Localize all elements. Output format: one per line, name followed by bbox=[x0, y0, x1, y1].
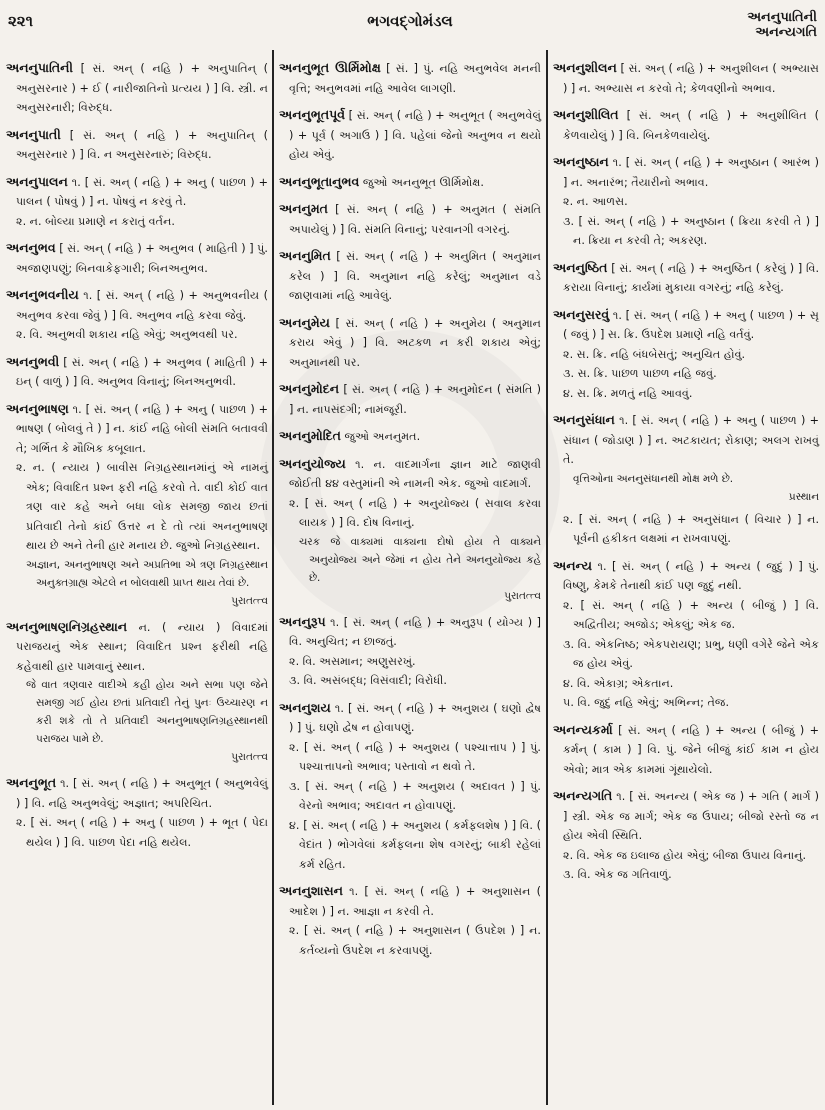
citation-source: પુરાતત્ત્વ bbox=[231, 751, 268, 763]
dictionary-entry bbox=[279, 58, 541, 98]
book-title: ભગવદ્ગોમંડલ bbox=[367, 12, 453, 30]
entry-definition: ૧. [ સં. અન્ ( નહિ ) + અનુભૂત ( અનુભવેલું ) ] વિ. નહિ અનુભવેલું; અજ્ઞાત; અપરિચિત. bbox=[16, 777, 268, 810]
entry-headword: અનન્યગતિ bbox=[553, 788, 613, 803]
entry-headword: અનનુરૂપ bbox=[279, 613, 326, 629]
entry-headword: અનનુયોજ્ય bbox=[279, 455, 346, 471]
page-header bbox=[0, 6, 825, 46]
guide-words bbox=[747, 10, 817, 40]
dictionary-entry bbox=[553, 410, 819, 549]
dictionary-entry bbox=[279, 881, 541, 960]
entry-headword: અનનુભાષણનિગ્રહસ્થાન bbox=[6, 618, 128, 634]
entry-definition: ૧. [ સં. અન્ ( નહિ ) + અનુરૂપ ( યોગ્ય ) ] વિ. અનુચિત; ન છાજતું. bbox=[289, 615, 541, 648]
dictionary-entry bbox=[6, 238, 268, 278]
dictionary-entry bbox=[6, 352, 268, 392]
entry-headword: અનનુમિત bbox=[279, 248, 331, 263]
entry-definition: ૧. [ સં. અન્ ( નહિ ) + અનુશાસન ( આદેશ ) ] ન. આજ્ઞા ન કરવી તે. bbox=[289, 885, 541, 918]
dictionary-entry bbox=[279, 698, 541, 875]
entry-headword: અનનુષ્ઠિત bbox=[553, 259, 608, 275]
entry-headword: અનનુપાતિની bbox=[6, 60, 73, 75]
entry-headword: અનનુભવનીય bbox=[6, 287, 79, 302]
entry-headword: અનનુમોદન bbox=[279, 381, 340, 396]
entry-sense: ૨. વિ. અસમાન; અણુસરખું. bbox=[289, 654, 416, 668]
dictionary-entry bbox=[6, 399, 268, 610]
entry-headword: અનન્ય bbox=[553, 557, 593, 573]
entry-citation bbox=[289, 533, 541, 605]
column-divider bbox=[546, 50, 548, 1105]
entry-definition: [ સં. ] પું. નહિ અનુભવેલ મનની વૃત્તિ; અનુભવમાં નહિ આવેલ લાગણી. bbox=[289, 62, 541, 95]
dictionary-entry bbox=[279, 454, 541, 605]
entry-definition: ૧. [ સં. અનન્ય ( એક જ ) + ગતિ ( માર્ગ ) ] સ્ત્રી. એક જ માર્ગ; એક જ ઉપાય; બીજો રસ્તો જ ન હોય એવી સ્થિતિ. bbox=[563, 790, 819, 842]
entry-definition: [ સં. અન્ ( નહિ ) + અનુષ્ઠિત ( કરેલું ) ] વિ. કરાયા વિનાનું; કાર્યમાં મુકાયા વગરનું; નહિ કરેલું. bbox=[563, 261, 820, 294]
guide-word-first: અનનુપાતિની bbox=[747, 10, 817, 25]
entry-sense: ૨. વિ. એક જ ઇલાજ હોય એવું; બીજા ઉપાય વિનાનું. bbox=[563, 848, 806, 862]
dictionary-entry bbox=[279, 379, 541, 419]
dictionary-entry bbox=[6, 617, 268, 767]
citation-source: પ્રસ્થાન bbox=[788, 490, 819, 503]
entry-definition: [ સં. અન્ ( નહિ ) + અનુભૂત ( અનુભવેલું ) + પૂર્વ ( અગાઉ ) ] વિ. પહેલાં જેનો અનુભવ ન થયો હોય એવું. bbox=[289, 109, 541, 161]
dictionary-entry bbox=[6, 285, 268, 345]
citation-text: વૃત્તિઓના અનનુસંધાનથી મોક્ષ મળે છે. bbox=[573, 472, 734, 485]
entry-headword: અનન્યકર્મા bbox=[553, 721, 613, 737]
dictionary-entry bbox=[6, 172, 268, 232]
entry-definition: [ સં. અન્ ( નહિ ) + અનુમિત ( અનુમાન કરેલ ) ] વિ. અનુમાન નહિ કરેલું; અનુમાન વડે જાણવામાં નહિ આવેલું. bbox=[289, 250, 541, 302]
dictionary-entry bbox=[279, 612, 541, 691]
entry-definition: ૧. [ સં. અન્ ( નહિ ) + અનુષ્ઠાન ( આરંભ ) ] ન. અનારંભ; તૈયારીનો અભાવ. bbox=[563, 156, 819, 189]
entry-sense: ૨. [ સં. અન્ ( નહિ ) + અનુશય ( પશ્ચાત્તાપ ) ] પું. પશ્ચાત્તાપનો અભાવ; પસ્તાવો ન થવો તે. bbox=[289, 740, 541, 773]
dictionary-entry bbox=[279, 313, 541, 373]
dictionary-entry bbox=[553, 556, 819, 713]
column-1 bbox=[6, 58, 268, 859]
entry-headword: અનનુપાતી bbox=[6, 126, 61, 142]
entry-sense: ૨. ન. ( ન્યાય ) બાવીસ નિગ્રહસ્થાનમાંનું એ નામનું એક; વિવાદિત પ્રશ્ન ફરી નહિ કરવો તે. વાદી કોઈ વાત ત્રણ વાર કહે અને બધા લોક સમજી જાય છતાં પ્રતિવાદી તેનો કાંઈ ઉત્તર ન દે તો ત્યાં અનનુભાષણ થાય છે અને તેની હાર મનાય છે. જુઓ નિગ્રહસ્થાન. bbox=[16, 461, 268, 552]
entry-definition: [ સં. અન્ ( નહિ ) + અનુમત ( સંમતિ અપાયેલું ) ] વિ. સંમતિ વિનાનું; પરવાનગી વગરનું. bbox=[289, 203, 541, 236]
entry-definition: [ સં. અન્ ( નહિ ) + અનુપાતિન્ ( અનુસરનાર ) + ઈ ( નારીજાતિનો પ્રત્યય ) ] વિ. સ્ત્રી. ન અનુસરનારી; વિરુદ્ધ. bbox=[16, 62, 268, 114]
entry-sense: ૨. [ સં. અન્ ( નહિ ) + અનુયોજ્ય ( સવાલ કરવા લાયક ) ] વિ. દોષ વિનાનું. bbox=[289, 496, 541, 529]
entry-sense: ૨. સ. ક્રિ. નહિ બંધબેસતું; અનુચિત હોવું. bbox=[563, 347, 746, 361]
entry-headword: અનનુમેય bbox=[279, 314, 330, 330]
entry-sense: ૪. વિ. એકાગ્ર; એકતાન. bbox=[563, 676, 674, 690]
page-number: ૨૨૧ bbox=[8, 12, 33, 30]
entry-headword: અનનુભૂત ઊર્મિમોક્ષ bbox=[279, 60, 381, 75]
dictionary-entry bbox=[6, 58, 268, 118]
dictionary-entry bbox=[553, 258, 819, 298]
entry-definition: ૧. [ સં. અન્ ( નહિ ) + અનુ ( પાછળ ) + ભાષણ ( બોલવું તે ) ] ન. કાંઈ નહિ બોલી સંમતિ બતાવવી તે; ગર્ભિત કે મૌખિક કબૂલાત. bbox=[16, 402, 268, 455]
entry-definition: ૧. [ સં. અન્ ( નહિ ) + અન્ય ( જુદું ) ] પું. વિષ્ણુ, કેમકે તેનાથી કાંઈ પણ જુદું નથી. bbox=[563, 559, 819, 592]
dictionary-entry bbox=[553, 105, 819, 145]
dictionary-entry bbox=[6, 773, 268, 852]
dictionary-entry bbox=[279, 199, 541, 239]
column-3 bbox=[553, 58, 819, 892]
entry-headword: અનનુપાલન bbox=[6, 173, 68, 189]
entry-definition: [ સં. અન્ ( નહિ ) + અનુભવ ( માહિતી ) ] પું. અજાણપણું; બિનવાકેફગારી; બિનઅનુભવ. bbox=[16, 242, 268, 275]
entry-definition: [ સં. અન્ ( નહિ ) + અનુપાતિન્ ( અનુસરનાર ) ] વિ. ન અનુસરનારું; વિરુદ્ધ. bbox=[16, 128, 269, 161]
citation-text: ચરક જે વાક્યમાં વાક્યના દોષો હોય તે વાક્યને અનુયોજ્ય અને જેમાં ન હોય તેને અનનુયોજ્ય કહે છે. bbox=[299, 535, 541, 584]
entry-sense: ૨. [ સં. અન્ ( નહિ ) + અનુ ( પાછળ ) + ભૂત ( પેદા થયેલ ) ] વિ. પાછળ પેદા નહિ થયેલ. bbox=[16, 816, 268, 849]
dictionary-entry bbox=[553, 152, 819, 251]
entry-headword: અનનુશય bbox=[279, 699, 331, 715]
entry-headword: અનનુભૂત bbox=[6, 775, 57, 790]
entry-sense: ૩. વિ. અસંબદ્ધ; વિસંવાદી; વિરોધી. bbox=[289, 674, 447, 687]
entry-sense: ૩. સ. ક્રિ. પાછળ પાછળ નહિ જવું. bbox=[563, 367, 717, 380]
entry-definition: ન. ( ન્યાય ) વિવાદમાં પરાજયનું એક સ્થાન; વિવાદિત પ્રશ્ન ફરીથી નહિ કહેવાથી હાર પામવાનું સ્થાન. bbox=[16, 620, 268, 673]
entry-sense: ૨. [ સં. અન્ ( નહિ ) + અન્ય ( બીજું ) ] વિ. અદ્વિતીય; અજોડ; એકલું; એક જ. bbox=[563, 598, 819, 631]
entry-sense: ૨. ન. આળસ. bbox=[563, 195, 628, 208]
entry-sense: ૩. [ સં. અન્ ( નહિ ) + અનુષ્ઠાન ( ક્રિયા કરવી તે ) ] ન. ક્રિયા ન કરવી તે; અકરણ. bbox=[563, 214, 819, 247]
citation-text: જે વાત ત્રણવાર વાદીએ કહી હોય અને સભા પણ જેને સમજી ગઈ હોય છતાં પ્રતિવાદી તેનું પુનઃ ઉચ્ચારણ ન કરી શકે તો તે પ્રતિવાદી અનનુભાષણનિગ્રહસ્થાનથી પરાજય પામે છે. bbox=[26, 679, 268, 745]
entry-sense: ૨. ન. બોલ્યા પ્રમાણે ન કરાતું વર્તન. bbox=[16, 214, 175, 228]
entry-citation bbox=[563, 470, 819, 506]
entry-headword: અનનુશીલન bbox=[553, 60, 617, 75]
entry-sense: ૩. [ સં. અન્ ( નહિ ) + અનુશય ( અદાવત ) ] પું. વેરનો અભાવ; અદાવત ન હોવાપણું. bbox=[289, 779, 541, 812]
entry-headword: અનનુશીલિત bbox=[553, 107, 619, 122]
entry-sense: ૫. વિ. જુદું નહિ એવું; અભિન્ન; તેજ. bbox=[563, 696, 730, 709]
entry-definition: [ સં. અન્ ( નહિ ) + અનુમોદન ( સંમતિ ) ] ન. નાપસંદગી; નામંજૂરી. bbox=[289, 383, 541, 416]
entry-headword: અનનુસરવું bbox=[553, 306, 610, 322]
dictionary-entry bbox=[279, 105, 541, 165]
citation-source: પુરાતત્ત્વ bbox=[504, 589, 541, 602]
dictionary-entry bbox=[553, 305, 819, 404]
citation-source: પુરાતત્ત્વ bbox=[231, 594, 268, 607]
entry-definition: [ સં. અન્ ( નહિ ) + અનુશીલન ( અભ્યાસ ) ] ન. અભ્યાસ ન કરવો તે; કેળવણીનો અભાવ. bbox=[563, 62, 819, 95]
entry-headword: અનનુભવ bbox=[6, 240, 56, 255]
entry-headword: અનનુમત bbox=[279, 201, 328, 216]
entry-definition: ૧. [ સં. અન્ ( નહિ ) + અનુશય ( ઘણો દ્વેષ ) ] પું. ઘણો દ્વેષ ન હોવાપણું. bbox=[289, 701, 541, 734]
entry-citation bbox=[16, 676, 268, 766]
entry-definition: ૧. ન. વાદમાર્ગના જ્ઞાન માટે જાણવી જોઈતી ૪૪ વસ્તુમાંની એ નામની એક. જુઓ વાદમાર્ગ. bbox=[289, 457, 541, 490]
dictionary-entry bbox=[279, 172, 541, 193]
guide-word-last: અનન્યગતિ bbox=[755, 25, 817, 40]
entry-definition: ૧. [ સં. અન્ ( નહિ ) + અનુ ( પાછળ ) + પાલન ( પોષવું ) ] ન. પોષવું ન કરવું તે. bbox=[16, 175, 268, 208]
entry-definition: [ સં. અન્ ( નહિ ) + અનુભવ ( માહિતી ) + ઇન્ ( વાળું ) ] વિ. અનુભવ વિનાનું; બિનઅનુભવી. bbox=[16, 355, 268, 388]
dictionary-entry bbox=[279, 426, 541, 447]
entry-headword: અનનુસંધાન bbox=[553, 412, 615, 427]
column-divider bbox=[272, 50, 274, 1105]
dictionary-entry bbox=[279, 246, 541, 306]
dictionary-entry bbox=[553, 786, 819, 885]
columns-container bbox=[0, 50, 825, 1110]
entry-definition: ૧. [ સં. અન્ ( નહિ ) + અનુભવનીય ( અનુભવ કરવા જેવું ) ] વિ. અનુભવ નહિ કરવા જેવું. bbox=[16, 289, 268, 322]
entry-definition: [ સં. અન્ ( નહિ ) + અનુમેય ( અનુમાન કરાય એવું ) ] વિ. અટકળ ન કરી શકાય એવું; અનુમાનથી પર. bbox=[289, 316, 541, 369]
entry-sense: ૪. સ. ક્રિ. મળતું નહિ આવવું. bbox=[563, 386, 693, 400]
entry-headword: અનનુભાષણ bbox=[6, 400, 69, 416]
entry-sense: ૪. [ સં. અન્ ( નહિ ) + અનુશય ( કર્મફલશેષ ) ] વિ. ( વેદાંત ) ભોગવેલાં કર્મફલના શેષ વગરનું; બાકી રહેલાં કર્મ રહિત. bbox=[289, 818, 541, 871]
column-2 bbox=[279, 58, 541, 967]
entry-sense: ૨. [ સં. અન્ ( નહિ ) + અનુશાસન ( ઉપદેશ ) ] ન. કર્તવ્યનો ઉપદેશ ન કરવાપણું. bbox=[289, 924, 541, 957]
entry-definition: ૧. [ સં. અન્ ( નહિ ) + અનુ ( પાછળ ) + સંધાન ( જોડાણ ) ] ન. અટકાયત; રોકાણ; અલગ રાખવું તે. bbox=[563, 414, 820, 466]
entry-definition: [ સં. અન્ ( નહિ ) + અન્ય ( બીજું ) + કર્મન્ ( કામ ) ] વિ. પું. જેને બીજું કાંઈ કામ ન હોય એવો; માત્ર એક કામમાં ગૂંથાયેલો. bbox=[563, 723, 819, 776]
entry-headword: અનનુષ્ઠાન bbox=[553, 154, 609, 169]
dictionary-entry bbox=[6, 125, 268, 165]
entry-sense: ૨. વિ. અનુભવી શકાય નહિ એવું; અનુભવથી પર. bbox=[16, 328, 238, 341]
dictionary-entry bbox=[553, 58, 819, 98]
entry-sense: ૩. વિ. એકનિષ્ઠ; એકપરાયણ; પ્રભુ, ધણી વગેરે જેને એક જ હોય એવું. bbox=[563, 637, 819, 670]
entry-headword: અનનુભૂતાનુભવ bbox=[279, 173, 360, 189]
citation-text: અજ્ઞાન, અનનુભાષણ અને અપ્રતિભા એ ત્રણ નિગ્રહસ્થાન અનુક્તગ્રાહ્ય એટલે ન બોલવાથી પ્રાપ્ત થાય તેવાં છે. bbox=[26, 558, 268, 589]
entry-sense: ૩. વિ. એક જ ગતિવાળું. bbox=[563, 868, 672, 881]
entry-headword: અનનુભૂતપૂર્વ bbox=[279, 107, 346, 122]
entry-definition: જુઓ અનનુભૂત ઊર્મિમોક્ષ. bbox=[362, 175, 484, 189]
entry-headword: અનનુભવી bbox=[6, 353, 60, 369]
entry-definition: [ સં. અન્ ( નહિ ) + અનુશીલિત ( કેળવાયેલું ) ] વિ. બિનકેળવાયેલું. bbox=[563, 109, 819, 142]
entry-sense: ૨. [ સં. અન્ ( નહિ ) + અનુસંધાન ( વિચાર ) ] ન. પૂર્વની હકીકત લક્ષમાં ન રાખવાપણું. bbox=[563, 512, 819, 545]
entry-headword: અનનુશાસન bbox=[279, 883, 343, 898]
entry-headword: અનનુમોદિત bbox=[279, 428, 341, 443]
entry-citation bbox=[16, 556, 268, 610]
entry-definition: ૧. [ સં. અન્ ( નહિ ) + અનુ ( પાછળ ) + સૃ ( જવું ) ] સ. ક્રિ. ઉપદેશ પ્રમાણે નહિ વર્તવું. bbox=[563, 308, 819, 341]
entry-definition: જુઓ અનનુમત. bbox=[344, 430, 421, 443]
dictionary-entry bbox=[553, 720, 819, 780]
